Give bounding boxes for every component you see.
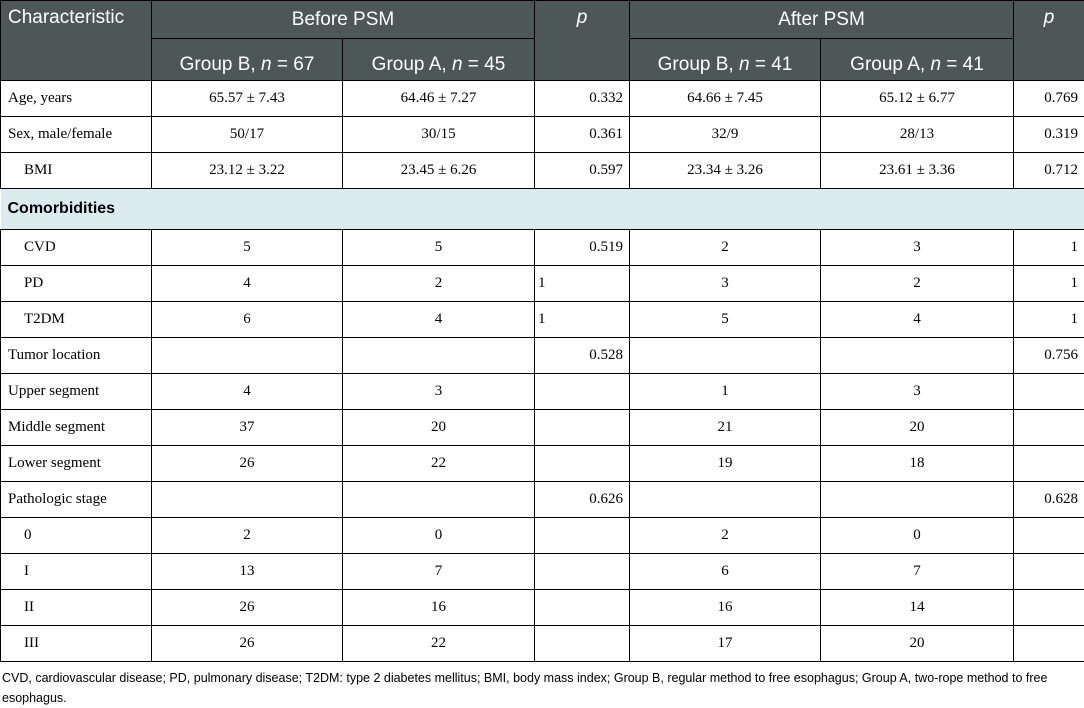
cell-a-before: 4: [343, 302, 535, 338]
cell-a-after: [821, 482, 1014, 518]
table-row: [1, 153, 1084, 189]
table-row: [1, 117, 1084, 153]
p-before-header: p: [535, 1, 630, 81]
table-row: [1, 446, 1084, 482]
cell-a-before: 5: [343, 230, 535, 266]
cell-p-after: [1014, 554, 1084, 590]
cell-a-after: 20: [821, 626, 1014, 662]
row-label: III: [1, 626, 152, 662]
row-label: Pathologic stage: [1, 482, 152, 518]
cell-p-before: 0.519: [535, 230, 630, 266]
cell-b-after: [630, 338, 821, 374]
cell-a-after: [821, 338, 1014, 374]
cell-b-after: 23.34 ± 3.26: [630, 153, 821, 189]
cell-b-after: 6: [630, 554, 821, 590]
table-row: [1, 410, 1084, 446]
cell-b-before: 26: [152, 446, 343, 482]
group-count: = 45: [463, 54, 506, 75]
cell-p-after: 1: [1014, 302, 1084, 338]
row-label: CVD: [1, 230, 152, 266]
cell-b-before: 65.57 ± 7.43: [152, 81, 343, 117]
cell-b-before: 26: [152, 590, 343, 626]
table-row: [1, 338, 1084, 374]
cell-b-before: 5: [152, 230, 343, 266]
cell-p-after: 0.769: [1014, 81, 1084, 117]
row-label: PD: [1, 266, 152, 302]
cell-p-before: [535, 374, 630, 410]
cell-b-after: 64.66 ± 7.45: [630, 81, 821, 117]
cell-a-before: 22: [343, 446, 535, 482]
cell-b-after: 21: [630, 410, 821, 446]
table-header: [1, 1, 1084, 81]
cell-p-before: [535, 626, 630, 662]
n-symbol: n: [452, 54, 463, 75]
cell-b-before: 4: [152, 374, 343, 410]
row-label: Lower segment: [1, 446, 152, 482]
cell-a-after: 65.12 ± 6.77: [821, 81, 1014, 117]
cell-a-after: 28/13: [821, 117, 1014, 153]
cell-b-before: 6: [152, 302, 343, 338]
characteristic-header: Characteristic: [1, 1, 152, 81]
cell-p-before: 0.332: [535, 81, 630, 117]
cell-a-before: [343, 338, 535, 374]
cell-p-after: 1: [1014, 266, 1084, 302]
before-psm-header: Before PSM: [152, 1, 535, 39]
after-psm-header: After PSM: [630, 1, 1014, 39]
cell-a-before: 30/15: [343, 117, 535, 153]
row-label: Upper segment: [1, 374, 152, 410]
row-label: T2DM: [1, 302, 152, 338]
n-symbol: n: [739, 54, 750, 75]
row-label: 0: [1, 518, 152, 554]
cell-b-before: 2: [152, 518, 343, 554]
cell-a-before: 22: [343, 626, 535, 662]
n-symbol: n: [261, 54, 272, 75]
group-label: Group B,: [180, 54, 256, 75]
cell-b-before: 50/17: [152, 117, 343, 153]
cell-p-after: [1014, 518, 1084, 554]
cell-b-before: 4: [152, 266, 343, 302]
cell-a-before: [343, 482, 535, 518]
cell-a-after: 2: [821, 266, 1014, 302]
cell-b-after: 1: [630, 374, 821, 410]
cell-p-before: [535, 518, 630, 554]
cell-a-after: 3: [821, 374, 1014, 410]
row-label: Middle segment: [1, 410, 152, 446]
cell-a-after: 18: [821, 446, 1014, 482]
group-label: Group A,: [372, 54, 447, 75]
before-group-a-header: [343, 39, 535, 81]
cell-b-before: 13: [152, 554, 343, 590]
table-row: [1, 81, 1084, 117]
after-group-b-header: [630, 39, 821, 81]
cell-b-before: 23.12 ± 3.22: [152, 153, 343, 189]
group-count: = 41: [750, 54, 793, 75]
row-label: Age, years: [1, 81, 152, 117]
cell-b-after: 17: [630, 626, 821, 662]
cell-a-before: 3: [343, 374, 535, 410]
cell-a-before: 7: [343, 554, 535, 590]
p-after-header: p: [1014, 1, 1084, 81]
cell-a-before: 2: [343, 266, 535, 302]
cell-p-before: 0.528: [535, 338, 630, 374]
cell-b-after: 16: [630, 590, 821, 626]
group-count: = 67: [272, 54, 315, 75]
group-label: Group A,: [850, 54, 925, 75]
cell-b-after: 5: [630, 302, 821, 338]
cell-p-after: 0.756: [1014, 338, 1084, 374]
cell-a-before: 64.46 ± 7.27: [343, 81, 535, 117]
table-body: [1, 81, 1084, 662]
table-row: [1, 554, 1084, 590]
cell-b-before: 26: [152, 626, 343, 662]
row-label: Sex, male/female: [1, 117, 152, 153]
row-label: I: [1, 554, 152, 590]
cell-p-after: 0.712: [1014, 153, 1084, 189]
table-row: [1, 518, 1084, 554]
cell-b-before: [152, 338, 343, 374]
cell-a-after: 0: [821, 518, 1014, 554]
cell-a-before: 16: [343, 590, 535, 626]
cell-p-before: [535, 446, 630, 482]
cell-b-after: 32/9: [630, 117, 821, 153]
cell-p-before: 0.597: [535, 153, 630, 189]
cell-b-before: 37: [152, 410, 343, 446]
cell-a-after: 20: [821, 410, 1014, 446]
n-symbol: n: [930, 54, 941, 75]
row-label: Tumor location: [1, 338, 152, 374]
table-footnote: CVD, cardiovascular disease; PD, pulmonary disease; T2DM: type 2 diabetes mellitus; BMI, body mass index; Group B, regular method to free esophagus; Group A, two-rope method to free esophagus.: [2, 668, 1084, 708]
table-row: [1, 302, 1084, 338]
row-label: BMI: [1, 153, 152, 189]
cell-b-after: 2: [630, 518, 821, 554]
cell-p-after: [1014, 626, 1084, 662]
after-group-a-header: [821, 39, 1014, 81]
cell-p-before: [535, 590, 630, 626]
cell-a-before: 20: [343, 410, 535, 446]
cell-a-after: 4: [821, 302, 1014, 338]
cell-a-after: 7: [821, 554, 1014, 590]
table-row: [1, 590, 1084, 626]
cell-p-before: 1: [535, 302, 630, 338]
table-row: [1, 230, 1084, 266]
section-row: [1, 189, 1084, 230]
cell-b-after: 19: [630, 446, 821, 482]
group-count: = 41: [941, 54, 984, 75]
cell-p-after: [1014, 590, 1084, 626]
cell-p-after: 0.319: [1014, 117, 1084, 153]
cell-b-after: [630, 482, 821, 518]
row-label: II: [1, 590, 152, 626]
cell-p-before: [535, 410, 630, 446]
cell-b-after: 2: [630, 230, 821, 266]
cell-p-before: [535, 554, 630, 590]
cell-p-after: 1: [1014, 230, 1084, 266]
cell-a-before: 23.45 ± 6.26: [343, 153, 535, 189]
table-row: [1, 374, 1084, 410]
table-row: [1, 626, 1084, 662]
cell-a-after: 3: [821, 230, 1014, 266]
before-group-b-header: [152, 39, 343, 81]
cell-b-after: 3: [630, 266, 821, 302]
cell-a-after: 14: [821, 590, 1014, 626]
cell-p-after: [1014, 446, 1084, 482]
cell-a-after: 23.61 ± 3.36: [821, 153, 1014, 189]
section-heading-comorbidities: Comorbidities: [1, 189, 1084, 230]
table-row: [1, 482, 1084, 518]
cell-p-before: 1: [535, 266, 630, 302]
cell-a-before: 0: [343, 518, 535, 554]
cell-p-after: [1014, 374, 1084, 410]
group-label: Group B,: [658, 54, 734, 75]
cell-p-after: 0.628: [1014, 482, 1084, 518]
cell-p-before: 0.626: [535, 482, 630, 518]
cell-b-before: [152, 482, 343, 518]
cell-p-after: [1014, 410, 1084, 446]
table-row: [1, 266, 1084, 302]
cell-p-before: 0.361: [535, 117, 630, 153]
